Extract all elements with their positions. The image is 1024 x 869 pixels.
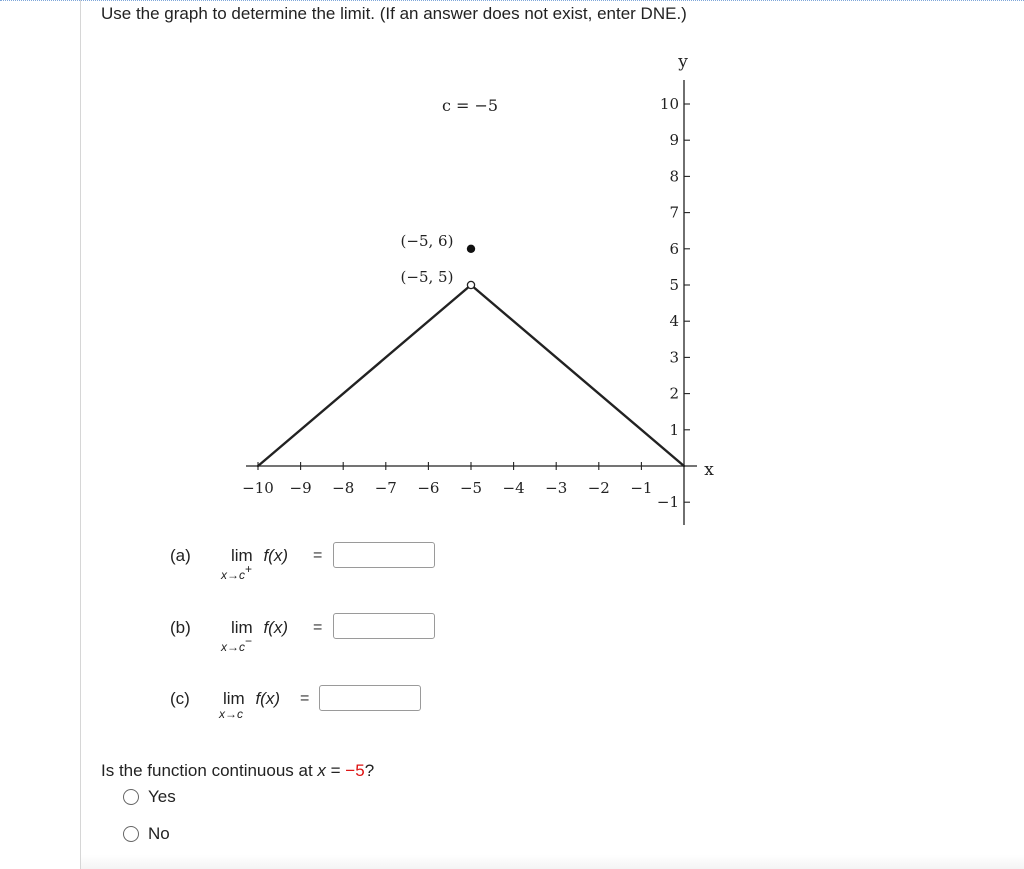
y-axis-label: y xyxy=(678,52,688,72)
y-tick-label: 2 xyxy=(669,384,679,403)
part-c-approach: x→c xyxy=(219,707,243,721)
y-tick-label: −1 xyxy=(656,493,679,512)
open-point-marker xyxy=(467,281,474,288)
continuity-suffix: ? xyxy=(364,761,375,780)
closed-point-marker xyxy=(467,245,475,253)
x-tick-label: −3 xyxy=(545,479,568,497)
part-a-lim xyxy=(231,546,288,566)
part-c-subscript xyxy=(219,707,243,721)
part-a-answer-input[interactable] xyxy=(333,542,435,568)
continuity-var: x xyxy=(317,761,326,780)
open-point-label: (−5, 5) xyxy=(400,268,454,286)
part-c-answer-input[interactable] xyxy=(319,685,421,711)
y-tick-label: 7 xyxy=(669,203,679,222)
part-b-answer-input[interactable] xyxy=(333,613,435,639)
option-yes[interactable] xyxy=(123,786,176,808)
part-a-equals: = xyxy=(313,547,323,564)
y-tick-label: 6 xyxy=(669,239,679,258)
x-axis-label: x xyxy=(704,460,714,480)
continuity-question xyxy=(101,761,374,781)
continuity-equals: = xyxy=(325,761,346,780)
part-c-label: (c) xyxy=(170,689,190,708)
radio-no[interactable] xyxy=(123,826,139,842)
x-tick-label: −6 xyxy=(417,479,440,497)
part-a-function: f(x) xyxy=(263,546,288,565)
option-no[interactable] xyxy=(123,823,170,845)
instruction-text: Use the graph to determine the limit. (If an answer does not exist, enter DNE.) xyxy=(101,4,687,23)
part-b-function: f(x) xyxy=(263,618,288,637)
part-b-lim-word: lim xyxy=(231,618,253,637)
y-tick-label: 3 xyxy=(669,348,679,367)
part-c-equals: = xyxy=(300,690,310,707)
part-a-approach: x→c xyxy=(221,568,245,582)
graph-segment xyxy=(471,285,684,466)
part-b-equals: = xyxy=(313,619,323,636)
x-tick-label: −10 xyxy=(242,479,274,497)
c-value-label: c = −5 xyxy=(441,96,499,115)
part-b-subscript xyxy=(221,634,253,654)
x-tick-label: −7 xyxy=(374,479,397,497)
x-tick-label: −2 xyxy=(587,479,610,497)
y-tick-label: 1 xyxy=(669,420,679,439)
part-b-side: − xyxy=(245,634,253,648)
x-tick-label: −4 xyxy=(502,479,525,497)
x-tick-label: −1 xyxy=(630,479,653,497)
continuity-prefix: Is the function continuous at xyxy=(101,761,318,780)
part-c-lim xyxy=(223,689,280,709)
x-tick-label: −5 xyxy=(459,479,483,497)
x-tick-label: −8 xyxy=(332,479,355,497)
y-tick-label: 10 xyxy=(659,95,679,113)
part-a-side: + xyxy=(245,562,253,576)
radio-yes[interactable] xyxy=(123,789,139,805)
continuity-value: −5 xyxy=(345,761,365,780)
option-no-label: No xyxy=(148,824,170,843)
graph-axes xyxy=(246,80,697,525)
graph-segment xyxy=(258,285,471,466)
part-a-label: (a) xyxy=(170,546,191,565)
y-tick-label: 8 xyxy=(669,167,679,186)
x-tick-label: −9 xyxy=(289,479,312,497)
y-tick-label: 5 xyxy=(669,276,679,294)
y-tick-label: 4 xyxy=(669,312,679,331)
graph-ticks xyxy=(258,104,690,502)
closed-point-label: (−5, 6) xyxy=(400,232,454,250)
y-tick-label: 9 xyxy=(669,131,679,150)
part-a-subscript xyxy=(221,562,253,582)
graph-tick-labels xyxy=(242,95,679,511)
part-c-lim-word: lim xyxy=(223,689,245,708)
part-b-label: (b) xyxy=(170,618,191,637)
part-a-lim-word: lim xyxy=(231,546,253,565)
part-c-function: f(x) xyxy=(255,689,280,708)
part-b-approach: x→c xyxy=(221,640,245,654)
option-yes-label: Yes xyxy=(148,787,176,806)
part-b-lim xyxy=(231,618,288,638)
graph-curve xyxy=(258,245,684,466)
